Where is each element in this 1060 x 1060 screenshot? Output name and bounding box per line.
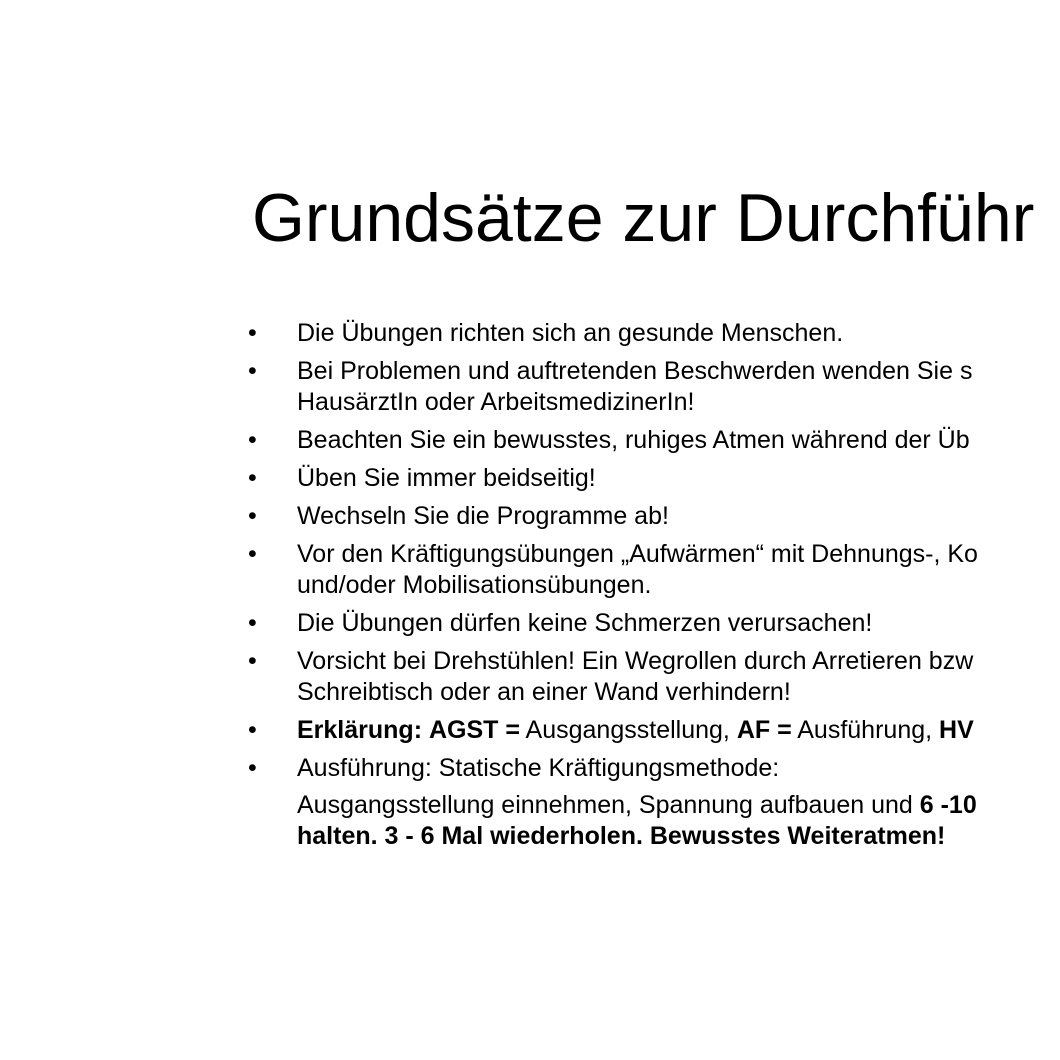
list-item xyxy=(248,463,1060,494)
abbrev-agst-text: Ausgangsstellung, xyxy=(519,716,737,744)
list-item-text: Üben Sie immer beidseitig! xyxy=(297,464,596,492)
list-item xyxy=(248,715,1060,746)
list-item xyxy=(248,646,1060,708)
bullet-icon: • xyxy=(248,502,257,530)
list-item-text: Die Übungen richten sich an gesunde Menschen. xyxy=(297,319,844,347)
list-item-continuation xyxy=(248,790,1060,852)
bullet-icon: • xyxy=(248,357,257,385)
list-item-text: Wechseln Sie die Programme ab! xyxy=(297,502,669,530)
bullet-icon: • xyxy=(248,754,257,782)
list-item-text: Beachten Sie ein bewusstes, ruhiges Atmen während der Üb xyxy=(297,426,970,454)
list-item xyxy=(248,318,1060,349)
abbrev-hv: HV xyxy=(939,716,974,744)
list-item-text: HausärztIn oder ArbeitsmedizinerIn! xyxy=(297,388,695,416)
bullet-icon: • xyxy=(248,647,257,675)
list-item-text xyxy=(297,790,1060,821)
bullet-icon: • xyxy=(248,716,257,744)
list-item-text xyxy=(297,715,1060,746)
list-item-text xyxy=(297,821,1060,852)
abbrev-af-text: Ausführung, xyxy=(791,716,940,744)
explanation-label: Erklärung: xyxy=(297,716,423,744)
bullet-icon: • xyxy=(248,426,257,454)
instruction-bold: halten. 3 - 6 Mal wiederholen. Bewusstes Weiteratmen! xyxy=(297,822,946,850)
bullet-icon: • xyxy=(248,540,257,568)
slide-title: Grundsätze zur Durchführ xyxy=(252,180,1035,256)
list-item-text: Bei Problemen und auftretenden Beschwerden wenden Sie s xyxy=(297,357,973,385)
bullet-icon: • xyxy=(248,464,257,492)
list-item xyxy=(248,425,1060,456)
list-item-text: Die Übungen dürfen keine Schmerzen verursachen! xyxy=(297,609,873,637)
bullet-icon: • xyxy=(248,609,257,637)
list-item-text: Vorsicht bei Drehstühlen! Ein Wegrollen durch Arretieren bzw xyxy=(297,647,974,675)
list-item xyxy=(248,356,1060,418)
list-item-text: Ausführung: Statische Kräftigungsmethode: xyxy=(297,754,780,782)
list-item xyxy=(248,539,1060,601)
list-item xyxy=(248,501,1060,532)
bullet-icon: • xyxy=(248,319,257,347)
list-item-text: und/oder Mobilisationsübungen. xyxy=(297,571,652,599)
instruction-bold: 6 -10 xyxy=(919,791,977,819)
instruction-text: Ausgangsstellung einnehmen, Spannung aufbauen und xyxy=(297,791,920,819)
list-item xyxy=(248,753,1060,784)
abbrev-af: AF = xyxy=(736,716,792,744)
abbrev-agst: AGST = xyxy=(428,716,520,744)
list-item xyxy=(248,608,1060,639)
list-item-text: Schreibtisch oder an einer Wand verhindern! xyxy=(297,678,791,706)
list-item-text: Vor den Kräftigungsübungen „Aufwärmen“ mit Dehnungs-, Ko xyxy=(297,540,978,568)
bullet-list xyxy=(248,318,1060,859)
